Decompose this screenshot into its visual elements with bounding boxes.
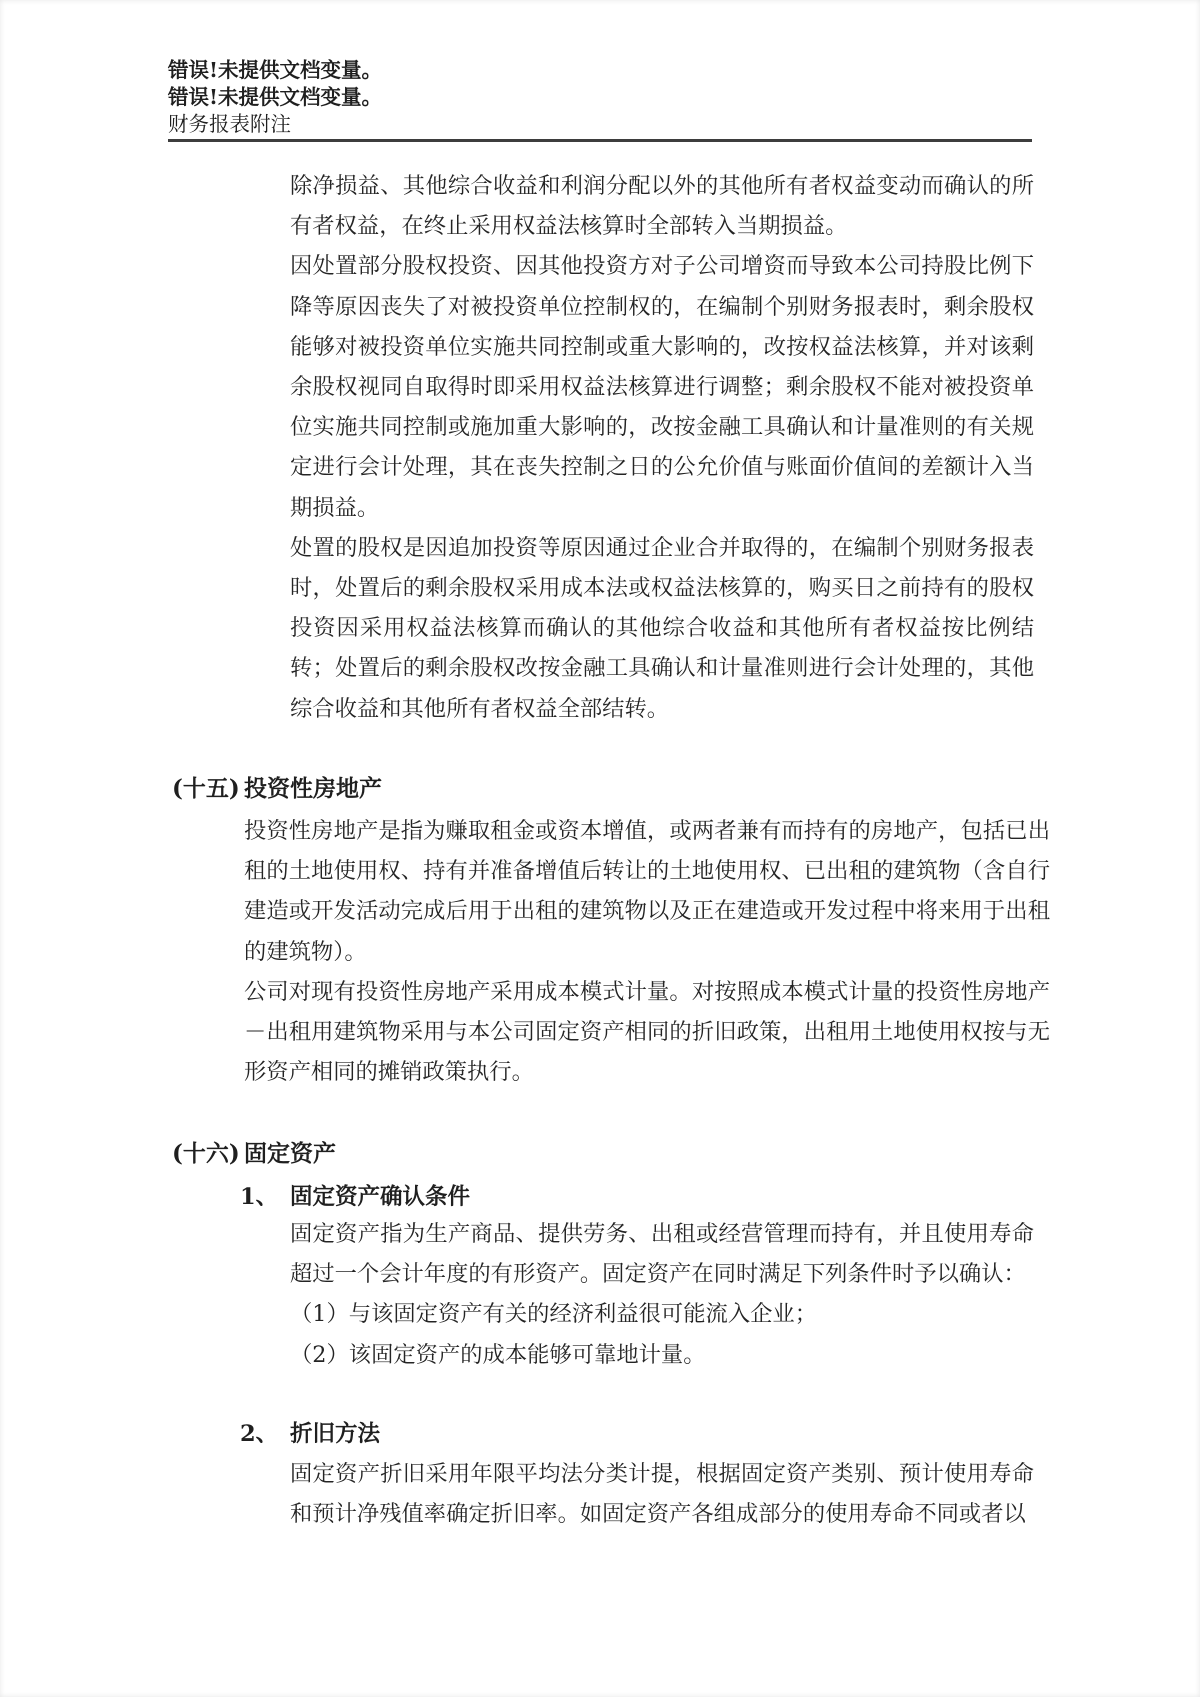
section-15-title: 投资性房地产 <box>244 775 382 802</box>
paragraph: 因处置部分股权投资、因其他投资方对子公司增资而导致本公司持股比例下降等原因丧失了对被投资单位控制权的，在编制个别财务报表时，剩余股权能够对被投资单位实施共同控制或重大影响的，改按权益法核算，并对该剩余股权视同自取得时即采用权益法核算进行调整；剩余股权不能对被投资单位实施共同控制或施加重大影响的，改按金融工具确认和计量准则的有关规定进行会计处理，其在丧失控制之日的公允价值与账面价值间的差额计入当期损益。 <box>290 253 1034 521</box>
paragraph: 投资性房地产是指为赚取租金或资本增值，或两者兼有而持有的房地产，包括已出租的土地使用权、持有并准备增值后转让的土地使用权、已出租的建筑物（含自行建造或开发活动完成后用于出租的建筑物以及正在建造或开发过程中将来用于出租的建筑物）。 <box>244 818 1050 965</box>
header-error-line-2: 错误!未提供文档变量。 <box>168 85 382 109</box>
list-item: （1）与该固定资产有关的经济利益很可能流入企业； <box>290 1301 818 1328</box>
subsection-2-title: 折旧方法 <box>290 1421 381 1447</box>
subsection-1-body <box>290 1214 1034 1375</box>
paragraph: 除净损益、其他综合收益和利润分配以外的其他所有者权益变动而确认的所有者权益，在终止采用权益法核算时全部转入当期损益。 <box>290 173 1034 240</box>
list-item: （2）该固定资产的成本能够可靠地计量。 <box>290 1341 706 1368</box>
subsection-2-number: 2、 <box>240 1421 279 1447</box>
paragraph: 公司对现有投资性房地产采用成本模式计量。对按照成本模式计量的投资性房地产－出租用建筑物采用与本公司固定资产相同的折旧政策，出租用土地使用权按与无形资产相同的摊销政策执行。 <box>244 978 1050 1086</box>
header-divider-line <box>168 139 1032 142</box>
section-15-body <box>244 811 1050 1092</box>
section-16-title: 固定资产 <box>244 1140 336 1167</box>
subsection-2-body <box>290 1454 1034 1534</box>
subsection-1-number: 1、 <box>240 1184 279 1210</box>
section-15-number: (十五) <box>172 775 240 802</box>
page-header <box>168 57 1032 138</box>
equity-method-paragraphs <box>290 166 1034 729</box>
section-16-number: (十六) <box>172 1140 240 1167</box>
subsection-1-title: 固定资产确认条件 <box>290 1184 471 1210</box>
paragraph: 固定资产指为生产商品、提供劳务、出租或经营管理而持有，并且使用寿命超过一个会计年度的有形资产。固定资产在同时满足下列条件时予以确认： <box>290 1221 1034 1288</box>
header-error-line-1: 错误!未提供文档变量。 <box>168 58 382 82</box>
paragraph: 处置的股权是因追加投资等原因通过企业合并取得的，在编制个别财务报表时，处置后的剩余股权采用成本法或权益法核算的，购买日之前持有的股权投资因采用权益法核算而确认的其他综合收益和其他所有者权益按比例结转；处置后的剩余股权改按金融工具确认和计量准则进行会计处理的，其他综合收益和其他所有者权益全部结转。 <box>290 534 1034 722</box>
paragraph: 固定资产折旧采用年限平均法分类计提，根据固定资产类别、预计使用寿命和预计净残值率确定折旧率。如固定资产各组成部分的使用寿命不同或者以 <box>290 1461 1034 1528</box>
header-subtitle: 财务报表附注 <box>168 112 291 136</box>
